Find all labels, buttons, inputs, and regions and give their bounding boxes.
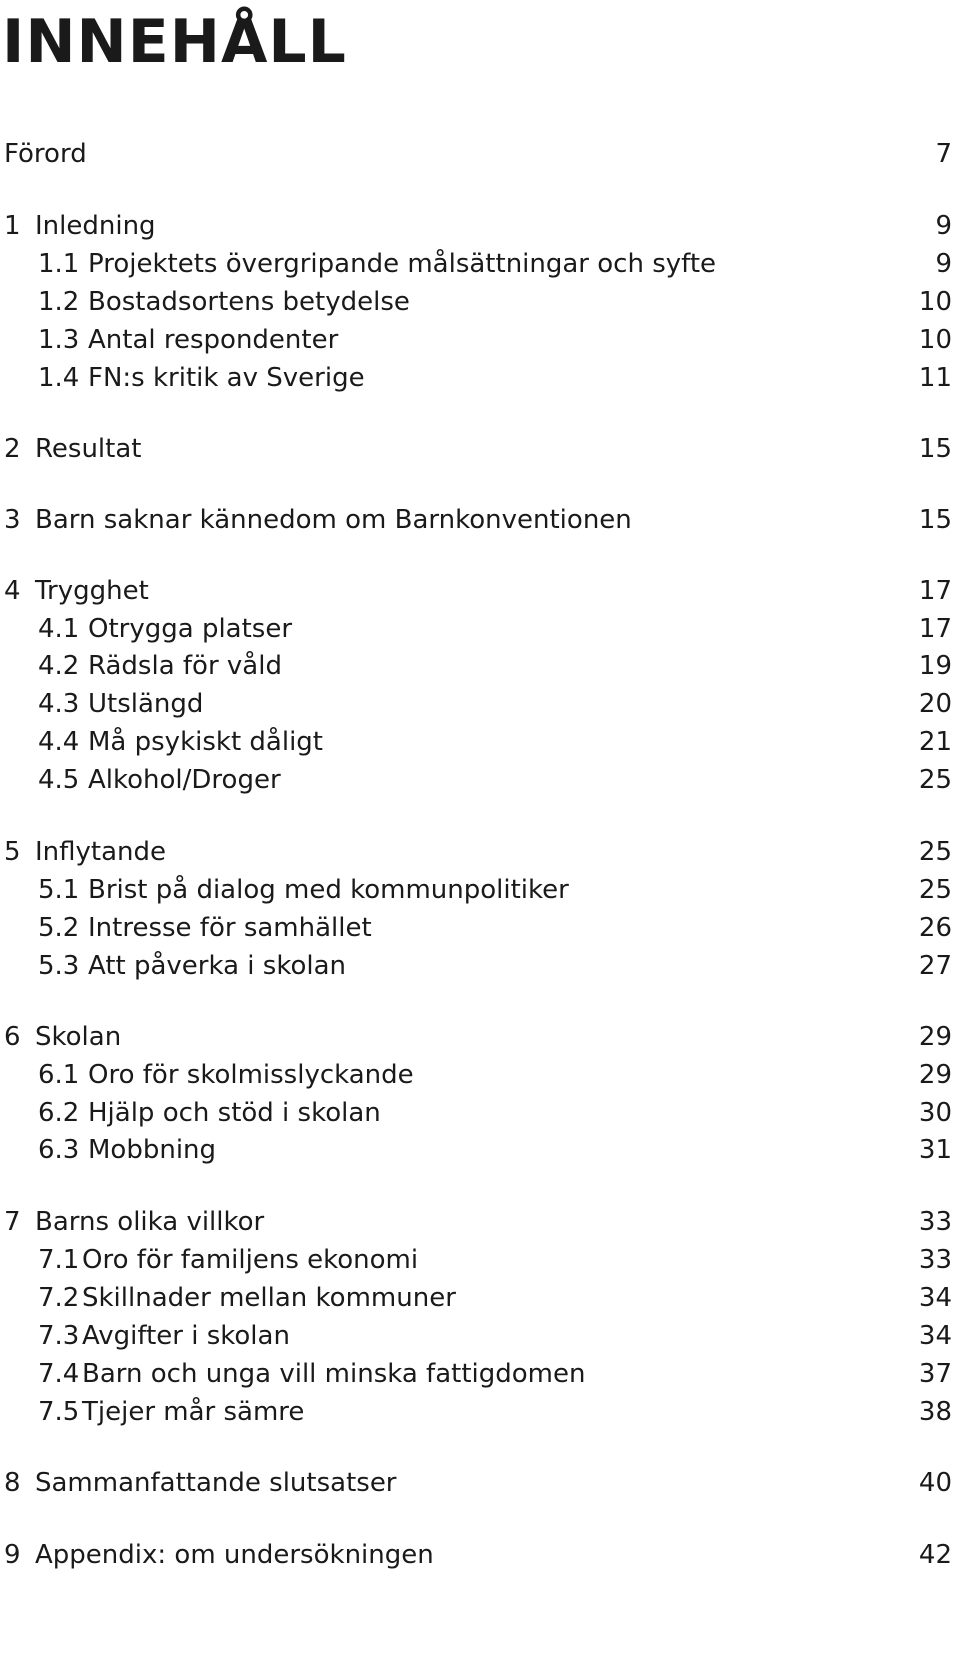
- toc-entry-page: 25: [918, 875, 952, 905]
- toc-entry-number: 7.4: [38, 1359, 80, 1389]
- toc-entry-label: Bostadsortens betydelse: [88, 287, 410, 317]
- toc-subentry: [0, 760, 960, 800]
- toc-entry-label: Sammanfattande slutsatser: [35, 1468, 397, 1498]
- toc-subentry: [0, 282, 960, 322]
- toc-entry-label: Mobbning: [88, 1135, 217, 1165]
- toc-entry-page: 29: [918, 1022, 952, 1052]
- toc-subentry: [0, 1130, 960, 1170]
- toc-entry-label: Tjejer mår sämre: [82, 1397, 305, 1427]
- toc-entry-page: 27: [918, 951, 952, 981]
- toc-entry-number: 6.1: [38, 1060, 80, 1090]
- toc-entry-number: 5.2: [38, 913, 80, 943]
- toc-entry-number: 4.2: [38, 651, 80, 681]
- toc-entry-label: FN:s kritik av Sverige: [88, 363, 365, 393]
- toc-entry-number: 5.3: [38, 951, 80, 981]
- toc-entry-number: 4.3: [38, 689, 80, 719]
- toc-subentry: [0, 1093, 960, 1133]
- toc-entry-number: 7: [4, 1207, 21, 1237]
- toc-entry-page: 25: [918, 837, 952, 867]
- toc-entry-page: 9: [935, 211, 952, 241]
- page-title: INNEHÅLL: [2, 7, 347, 77]
- toc-entry-number: 6.2: [38, 1098, 80, 1128]
- toc-entry-number: 4.5: [38, 765, 80, 795]
- toc-entry-number: 5.1: [38, 875, 80, 905]
- toc-entry-page: 21: [918, 727, 952, 757]
- toc-entry-page: 15: [918, 505, 952, 535]
- toc-entry-label: Alkohol/Droger: [88, 765, 281, 795]
- toc-subentry: [0, 870, 960, 910]
- toc-entry-label: Skillnader mellan kommuner: [82, 1283, 456, 1313]
- toc-subentry: [0, 946, 960, 986]
- toc-entry-label: Må psykiskt dåligt: [88, 727, 323, 757]
- toc-entry-label: Resultat: [35, 434, 142, 464]
- toc-subentry: [0, 609, 960, 649]
- toc-entry-page: 20: [918, 689, 952, 719]
- toc-entry: [0, 134, 960, 174]
- toc-entry-number: 1.1: [38, 249, 80, 279]
- toc-entry-page: 34: [918, 1321, 952, 1351]
- toc-entry-number: 7.5: [38, 1397, 80, 1427]
- toc-entry: [0, 206, 960, 246]
- toc-entry-label: Förord: [4, 139, 87, 169]
- toc-entry-number: 4.4: [38, 727, 80, 757]
- toc-entry-number: 8: [4, 1468, 21, 1498]
- toc-entry-page: 38: [918, 1397, 952, 1427]
- toc-entry-number: 6.3: [38, 1135, 80, 1165]
- toc-entry-number: 4: [4, 576, 21, 606]
- toc-entry: [0, 1463, 960, 1503]
- toc-entry-label: Otrygga platser: [88, 614, 293, 644]
- toc-entry-page: 42: [918, 1540, 952, 1570]
- toc-entry-page: 10: [918, 287, 952, 317]
- toc-entry-label: Utslängd: [88, 689, 204, 719]
- toc-subentry: [0, 1278, 960, 1318]
- toc-entry-page: 17: [918, 576, 952, 606]
- toc-entry-label: Oro för skolmisslyckande: [88, 1060, 414, 1090]
- toc-subentry: [0, 646, 960, 686]
- toc-entry-label: Att påverka i skolan: [88, 951, 346, 981]
- toc-entry-page: 34: [918, 1283, 952, 1313]
- toc-entry-label: Barn och unga vill minska fattigdomen: [82, 1359, 586, 1389]
- toc-entry-number: 4.1: [38, 614, 80, 644]
- toc-entry-label: Inflytande: [35, 837, 167, 867]
- toc-entry-page: 31: [918, 1135, 952, 1165]
- toc-entry-page: 25: [918, 765, 952, 795]
- toc-subentry: [0, 320, 960, 360]
- toc-entry-label: Barns olika villkor: [35, 1207, 265, 1237]
- toc-entry-label: Oro för familjens ekonomi: [82, 1245, 419, 1275]
- toc-subentry: [0, 1240, 960, 1280]
- toc-entry-page: 10: [918, 325, 952, 355]
- toc-entry: [0, 1017, 960, 1057]
- toc-subentry: [0, 1316, 960, 1356]
- toc-entry-page: 29: [918, 1060, 952, 1090]
- toc-entry: [0, 1535, 960, 1575]
- toc-entry-page: 40: [918, 1468, 952, 1498]
- toc-entry-page: 9: [935, 249, 952, 279]
- toc-entry-page: 37: [918, 1359, 952, 1389]
- toc-entry-label: Appendix: om undersökningen: [35, 1540, 434, 1570]
- toc-entry-page: 26: [918, 913, 952, 943]
- toc-subentry: [0, 1055, 960, 1095]
- toc-entry-number: 7.1: [38, 1245, 80, 1275]
- toc-entry-label: Trygghet: [35, 576, 149, 606]
- toc-entry-label: Avgifter i skolan: [82, 1321, 290, 1351]
- toc-entry: [0, 500, 960, 540]
- toc-entry-label: Brist på dialog med kommunpolitiker: [88, 875, 569, 905]
- toc-entry-label: Intresse för samhället: [88, 913, 372, 943]
- toc-subentry: [0, 244, 960, 284]
- toc-subentry: [0, 908, 960, 948]
- toc-entry: [0, 832, 960, 872]
- toc-entry-label: Inledning: [35, 211, 156, 241]
- toc-entry-number: 5: [4, 837, 21, 867]
- toc-entry-label: Skolan: [35, 1022, 122, 1052]
- toc-entry-number: 1.3: [38, 325, 80, 355]
- toc-subentry: [0, 358, 960, 398]
- toc-entry-number: 1.4: [38, 363, 80, 393]
- toc-subentry: [0, 684, 960, 724]
- toc-entry-page: 7: [935, 139, 952, 169]
- toc-entry-number: 1.2: [38, 287, 80, 317]
- toc-entry-number: 3: [4, 505, 21, 535]
- toc-entry-number: 7.3: [38, 1321, 80, 1351]
- toc-subentry: [0, 722, 960, 762]
- toc-entry-number: 2: [4, 434, 21, 464]
- toc-entry-label: Antal respondenter: [88, 325, 339, 355]
- toc-entry-page: 15: [918, 434, 952, 464]
- toc-entry-label: Barn saknar kännedom om Barnkonventionen: [35, 505, 632, 535]
- toc-entry-number: 7.2: [38, 1283, 80, 1313]
- toc-entry-page: 17: [918, 614, 952, 644]
- toc-entry-page: 30: [918, 1098, 952, 1128]
- toc-entry: [0, 1202, 960, 1242]
- toc-entry-number: 6: [4, 1022, 21, 1052]
- toc-subentry: [0, 1392, 960, 1432]
- toc-subentry: [0, 1354, 960, 1394]
- toc-entry-page: 33: [918, 1245, 952, 1275]
- toc-entry-page: 11: [918, 363, 952, 393]
- toc-entry-number: 1: [4, 211, 21, 241]
- toc-entry-label: Rädsla för våld: [88, 651, 282, 681]
- toc-entry-page: 33: [918, 1207, 952, 1237]
- toc-entry: [0, 571, 960, 611]
- toc-entry-number: 9: [4, 1540, 21, 1570]
- toc-entry-label: Projektets övergripande målsättningar och syfte: [88, 249, 717, 279]
- toc-entry: [0, 429, 960, 469]
- toc-entry-page: 19: [918, 651, 952, 681]
- toc-entry-label: Hjälp och stöd i skolan: [88, 1098, 381, 1128]
